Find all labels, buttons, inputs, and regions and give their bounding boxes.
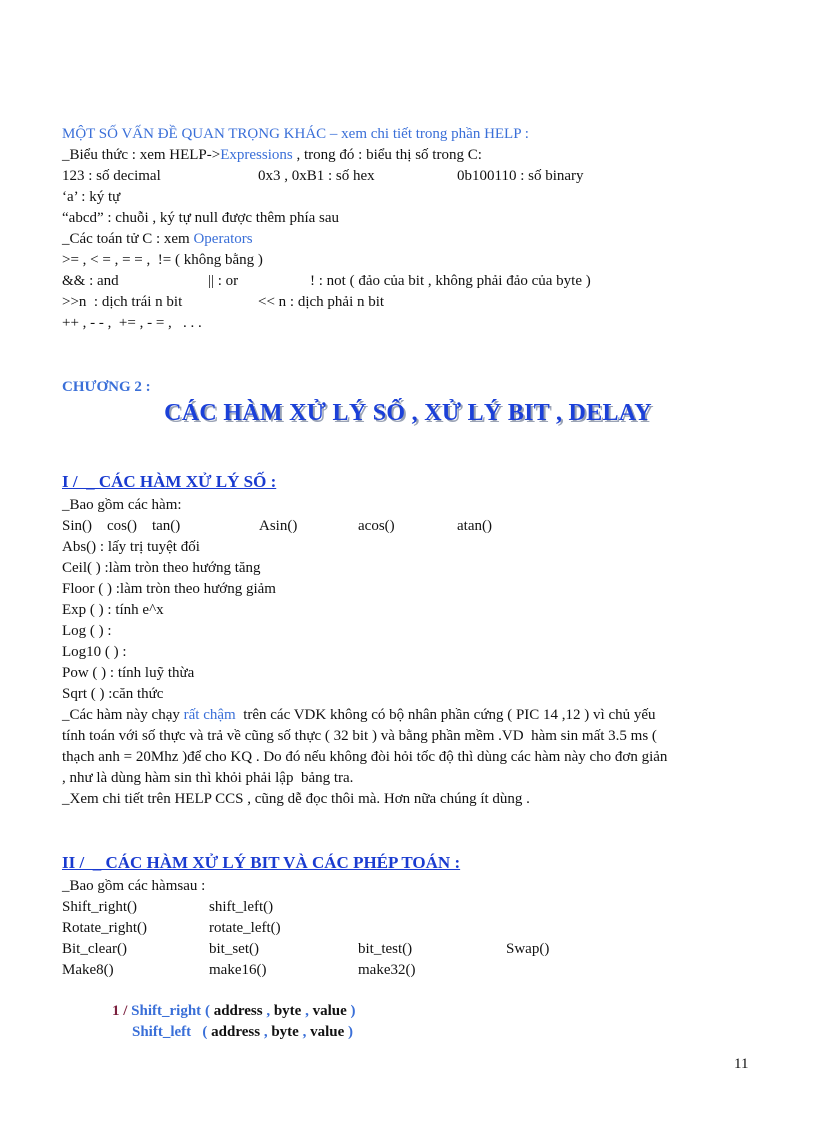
shr-op: >>n : dịch trái n bit — [62, 294, 183, 310]
section2-heading: II / _ CÁC HÀM XỬ LÝ BIT VÀ CÁC PHÉP TOÁN : — [62, 853, 461, 872]
num-decimal: 123 : số decimal — [62, 168, 161, 184]
bit-fn-cell: Swap() — [506, 941, 550, 957]
math-fn-line: Exp ( ) : tính e^x — [62, 602, 164, 618]
bit-fn-cell: Make8() — [62, 962, 114, 978]
or-op: || : or — [208, 273, 239, 289]
bit-fn-cell: rotate_left() — [209, 920, 281, 936]
bit-fn-cell: Shift_right() — [62, 899, 137, 915]
string-line: “abcd” : chuỗi , ký tự null được thêm phía sau — [62, 210, 340, 226]
intro-heading: MỘT SỐ VẤN ĐỀ QUAN TRỌNG KHÁC – xem chi tiết trong phần HELP : — [62, 126, 529, 142]
math-fn-line: Ceil( ) :làm tròn theo hướng tăng — [62, 560, 261, 576]
operators-line: _Các toán tử C : xem Operators — [62, 231, 253, 247]
slow-link[interactable]: rất chậm — [183, 707, 236, 723]
math-fn-acos: acos() — [358, 518, 395, 534]
bit-fn-cell: make16() — [209, 962, 267, 978]
not-op: ! : not ( đảo của bit , không phải đảo của byte ) — [310, 273, 591, 289]
bit-fn-cell: shift_left() — [209, 899, 274, 915]
section1-intro: _Bao gồm các hàm: — [62, 497, 182, 513]
chapter-title: CÁC HÀM XỬ LÝ SỐ , XỬ LÝ BIT , DELAY — [164, 400, 652, 426]
and-op: && : and — [62, 273, 119, 289]
math-fn-line: Pow ( ) : tính luỹ thừa — [62, 665, 195, 681]
page-number: 11 — [734, 1056, 749, 1072]
section1-heading: I / _ CÁC HÀM XỬ LÝ SỐ : — [62, 472, 277, 491]
perf-paragraph-line3: thạch anh = 20Mhz )để cho KQ . Do đó nếu không đòi hỏi tốc độ thì dùng các hàm này cho đơn giản — [62, 749, 668, 765]
num-binary: 0b100110 : số binary — [457, 168, 584, 184]
expressions-line: _Biểu thức : xem HELP->Expressions , trong đó : biểu thị số trong C: — [62, 147, 482, 163]
math-fn-line: Log ( ) : — [62, 623, 112, 639]
math-fn-asin: Asin() — [259, 518, 298, 534]
help-note: _Xem chi tiết trên HELP CCS , cũng dễ đọc thôi mà. Hơn nữa chúng ít dùng . — [62, 791, 530, 807]
math-fn-line: Abs() : lấy trị tuyệt đối — [62, 539, 200, 555]
math-fn-line: Sqrt ( ) :căn thức — [62, 686, 164, 702]
perf-paragraph-line4: , như là dùng hàm sin thì khỏi phải lập bảng tra. — [62, 770, 354, 786]
chapter-label: CHƯƠNG 2 : — [62, 379, 151, 395]
fn-shift-right-signature: 1 / Shift_right ( address , byte , value ) — [112, 1003, 356, 1019]
bit-fn-cell: make32() — [358, 962, 416, 978]
math-fn-line: Floor ( ) :làm tròn theo hướng giảm — [62, 581, 276, 597]
math-fn-line: Log10 ( ) : — [62, 644, 127, 660]
operators-link[interactable]: Operators — [193, 231, 253, 247]
fn-shift-left-signature: Shift_left ( address , byte , value ) — [132, 1024, 353, 1040]
compare-line: >= , < = , = = , != ( không bằng ) — [62, 252, 263, 268]
char-line: ‘a’ : ký tự — [62, 189, 121, 205]
section2-intro: _Bao gồm các hàmsau : — [62, 878, 206, 894]
bit-fn-cell: Bit_clear() — [62, 941, 127, 957]
perf-paragraph-line2: tính toán với số thực và trả về cũng số thực ( 32 bit ) và bằng phần mềm .VD hàm sin mất 3.5 ms ( — [62, 728, 657, 744]
shl-op: << n : dịch phải n bit — [258, 294, 385, 310]
bit-fn-cell: Rotate_right() — [62, 920, 147, 936]
perf-paragraph-line1: _Các hàm này chạy rất chậm trên các VDK không có bộ nhân phần cứng ( PIC 14 ,12 ) vì chủ yếu — [62, 707, 656, 723]
math-fn-atan: atan() — [457, 518, 492, 534]
math-fn-trig: Sin() cos() tan() — [62, 518, 181, 534]
bit-fn-cell: bit_set() — [209, 941, 259, 957]
num-hex: 0x3 , 0xB1 : số hex — [258, 168, 375, 184]
bit-fn-cell: bit_test() — [358, 941, 413, 957]
misc-ops: ++ , - - , += , - = , . . . — [62, 315, 202, 331]
expressions-link[interactable]: Expressions — [220, 147, 293, 163]
